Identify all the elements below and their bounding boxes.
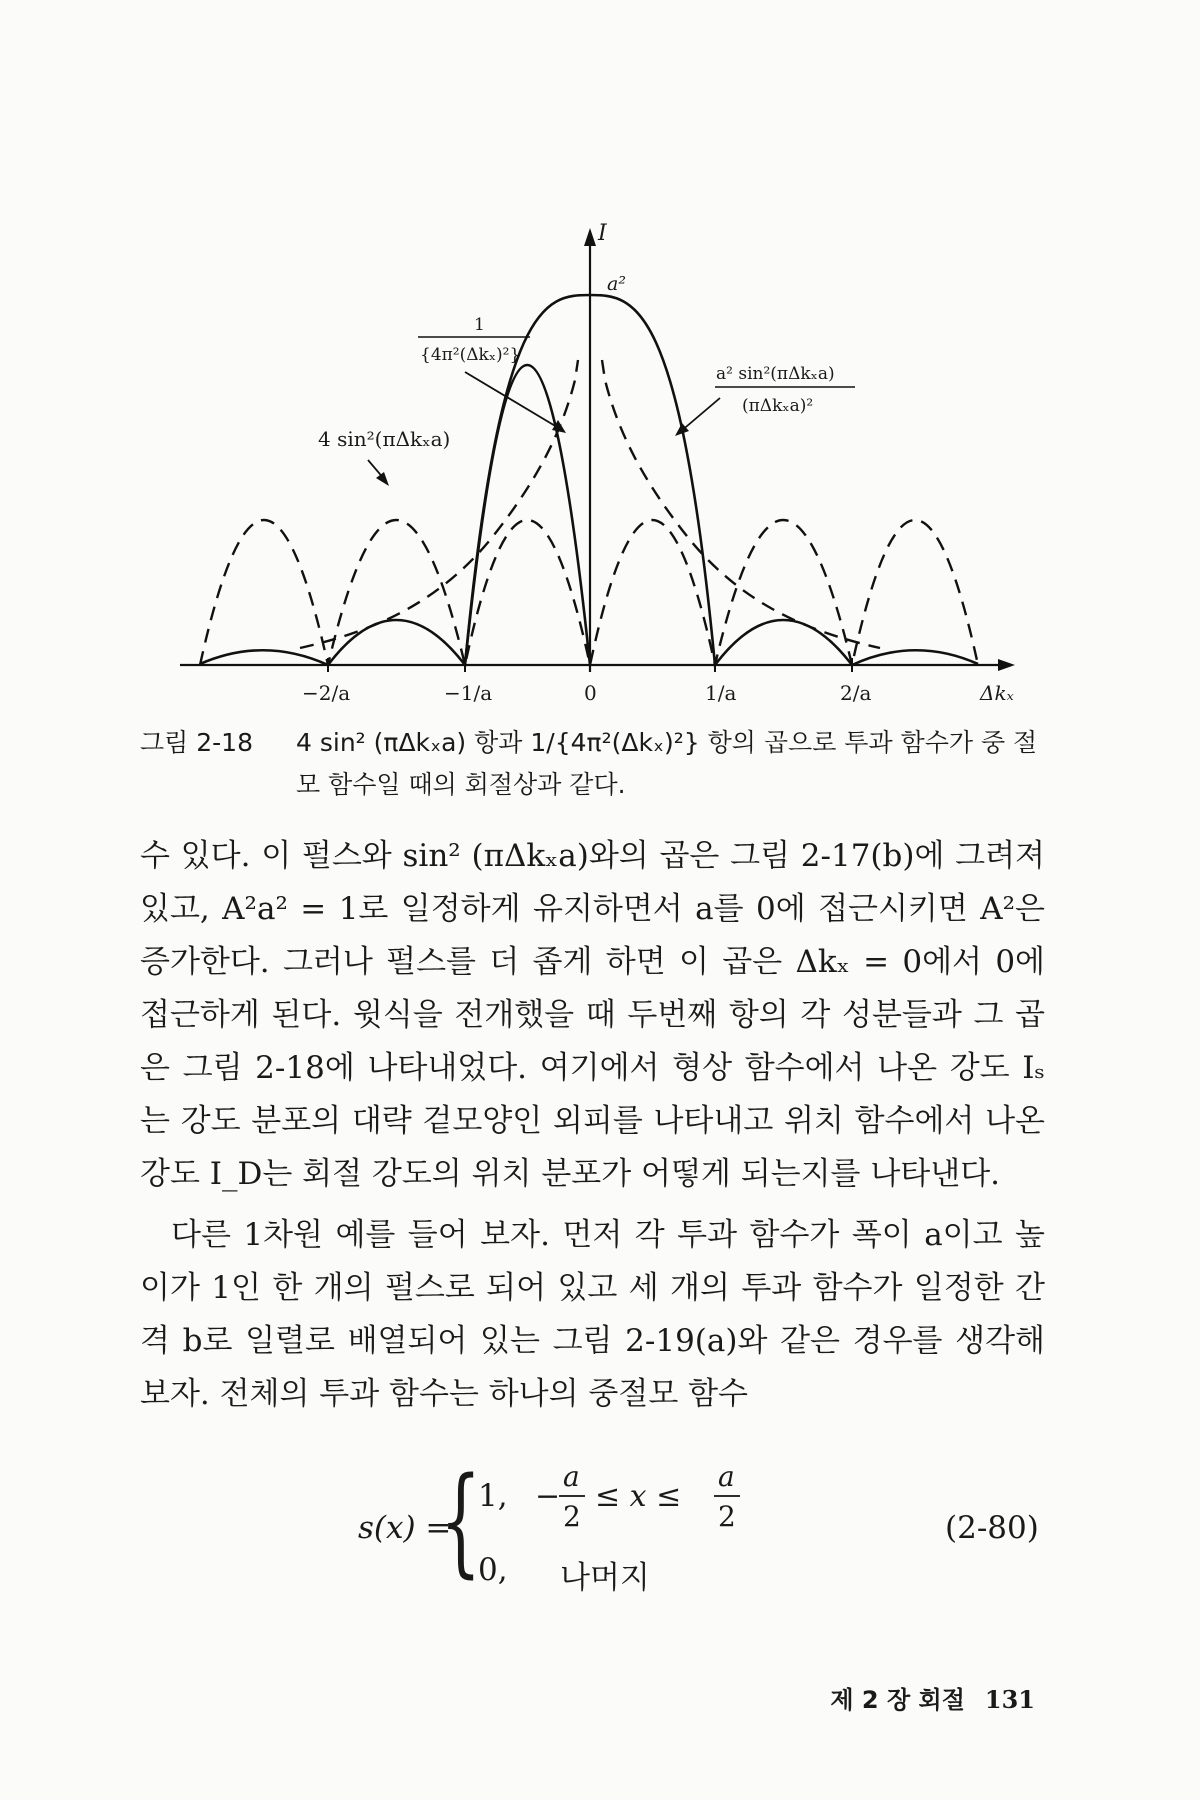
y-axis-label: I <box>598 221 607 246</box>
sin-label: 4 sin²(πΔkₓa) <box>318 427 451 451</box>
equation-number: (2-80) <box>945 1510 1039 1546</box>
condition-middle: ≤ x ≤ <box>595 1479 682 1514</box>
x-tick-label-pos1: 1/a <box>705 681 737 705</box>
caption-text: 4 sin² (πΔkₓa) 항과 1/{4π²(Δkₓ)²} 항의 곱으로 투과 함수가 중 절모 함수일 때의 회절상과 같다. <box>296 728 1038 799</box>
page-number: 131 <box>984 1685 1035 1714</box>
diffraction-figure <box>0 0 1200 720</box>
solid-product-curve-right <box>465 295 978 665</box>
x-tick-label-pos2: 2/a <box>840 681 872 705</box>
peak-label: a² <box>607 273 626 295</box>
equation-row1-condition <box>535 1460 755 1540</box>
equation-row2-value: 0, <box>478 1552 508 1588</box>
condition-right-frac-den: 2 <box>718 1500 736 1533</box>
equation-brace-icon: { <box>440 1451 482 1589</box>
body-text <box>140 830 1045 1421</box>
equation-lhs: s(x) = <box>358 1510 452 1546</box>
product-label-denominator: (πΔkₓa)² <box>742 396 814 416</box>
product-label-numerator: a² sin²(πΔkₓa) <box>716 364 835 384</box>
x-axis-arrow-icon <box>998 659 1015 671</box>
inverse-label-denominator: {4π²(Δkₓ)²} <box>420 345 521 365</box>
inverse-label-numerator: 1 <box>474 315 485 335</box>
page-footer <box>0 1680 1035 1715</box>
y-axis-arrow-icon <box>584 228 596 246</box>
equation-row2-condition: 나머지 <box>560 1560 650 1596</box>
arrow-sin-head-icon <box>376 472 389 486</box>
x-tick-label-neg2: −2/a <box>302 681 351 705</box>
x-axis-label: Δkₓ <box>980 681 1014 705</box>
equation-2-80 <box>0 1451 1200 1600</box>
chapter-title: 제 2 장 회절 <box>830 1686 965 1714</box>
equation-row1-value: 1, <box>478 1478 508 1514</box>
condition-minus: − <box>535 1479 561 1514</box>
condition-left-frac-den: 2 <box>563 1500 581 1533</box>
condition-left-frac-num: a <box>563 1460 580 1493</box>
solid-product-curve <box>200 365 590 665</box>
arrow-product-label <box>680 398 720 432</box>
x-tick-label-neg1: −1/a <box>444 681 493 705</box>
paragraph-2: 다른 1차원 예를 들어 보자. 먼저 각 투과 함수가 폭이 a이고 높이가 1인 한 개의 펄스로 되어 있고 세 개의 투과 함수가 일정한 간격 b로 일렬로 배열되어 있는 그림 2-19(a)와 같은 경우를 생각해 보자. 전체의 투과 함수는 하나의 중절모 함수 <box>140 1217 1045 1412</box>
condition-right-frac-num: a <box>718 1460 735 1493</box>
caption-label: 그림 2-18 <box>140 728 253 757</box>
x-tick-label-zero: 0 <box>584 681 597 705</box>
paragraph-1: 수 있다. 이 펄스와 sin² (πΔkₓa)와의 곱은 그림 2-17(b)에 그려져 있고, A²a² = 1로 일정하게 유지하면서 a를 0에 접근시키면 A²은 증가한다. 그러나 펄스를 더 좁게 하면 이 곱은 Δkₓ = 0에서 0에 접근하게 된다. 윗식을 전개했을 때 두번째 항의 각 성분들과 그 곱은 그림 2-18에 나타내었다. 여기에서 형상 함수에서 나온 강도 Iₛ는 강도 분포의 대략 겉모양인 외피를 나타내고 위치 함수에서 나온 강도 I_D는 회절 강도의 위치 분포가 어떻게 되는지를 나타낸다. <box>140 838 1045 1192</box>
